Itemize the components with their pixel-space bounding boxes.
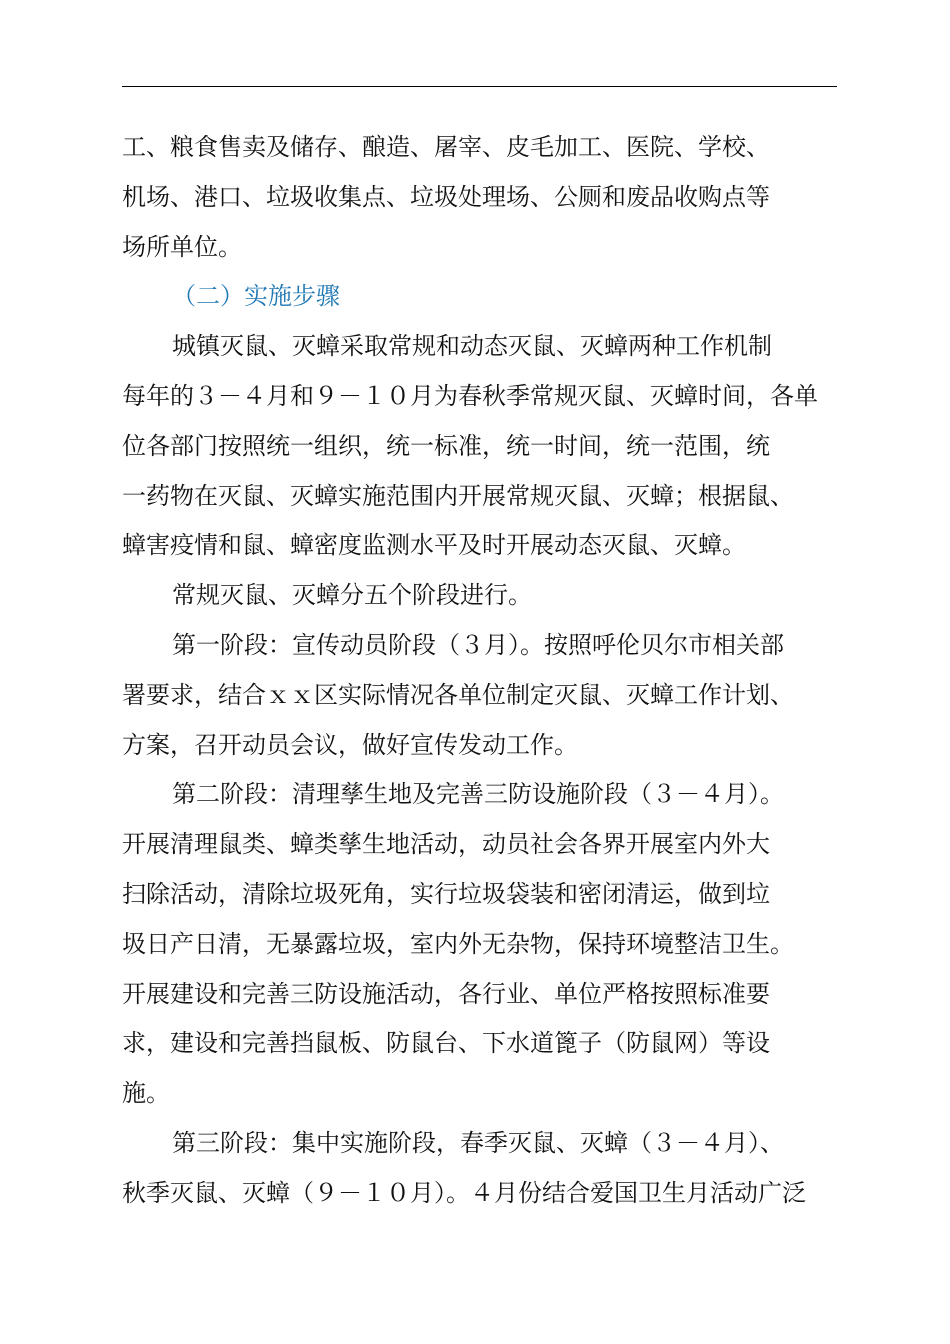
paragraph-start: 城镇灭鼠、灭蟑采取常规和动态灭鼠、灭蟑两种工作机制 xyxy=(172,332,772,361)
text-line: 开展清理鼠类、蟑类孳生地活动，动员社会各界开展室内外大 xyxy=(122,830,770,859)
text-line: 蟑害疫情和鼠、蟑密度监测水平及时开展动态灭鼠、灭蟑。 xyxy=(122,531,746,560)
text-line: 圾日产日清，无暴露垃圾，室内外无杂物，保持环境整洁卫生。 xyxy=(122,929,794,958)
text-line: 场所单位。 xyxy=(122,232,242,261)
text-line: 秋季灭鼠、灭蟑（９－１０月）。４月份结合爱国卫生月活动广泛 xyxy=(122,1178,806,1207)
text-line: 施。 xyxy=(122,1079,170,1108)
text-line: 每年的３－４月和９－１０月为春秋季常规灭鼠、灭蟑时间，各单 xyxy=(122,381,818,410)
text-line: 位各部门按照统一组织，统一标准，统一时间，统一范围，统 xyxy=(122,431,770,460)
section-heading: （二）实施步骤 xyxy=(172,282,340,311)
header-rule xyxy=(122,86,837,87)
paragraph-start: 第一阶段：宣传动员阶段（３月）。按照呼伦贝尔市相关部 xyxy=(172,630,784,659)
text-line: 工、粮食售卖及储存、酿造、屠宰、皮毛加工、医院、学校、 xyxy=(122,133,770,161)
text-line: 求，建设和完善挡鼠板、防鼠台、下水道篦子（防鼠网）等设 xyxy=(122,1029,770,1058)
text-line: 一药物在灭鼠、灭蟑实施范围内开展常规灭鼠、灭蟑；根据鼠、 xyxy=(122,481,794,510)
text-line: 机场、港口、垃圾收集点、垃圾处理场、公厕和废品收购点等 xyxy=(122,182,770,211)
text-line: 扫除活动，清除垃圾死角，实行垃圾袋装和密闭清运，做到垃 xyxy=(122,879,770,908)
paragraph-start: 常规灭鼠、灭蟑分五个阶段进行。 xyxy=(172,581,532,610)
paragraph-start: 第二阶段：清理孳生地及完善三防设施阶段（３－４月）。 xyxy=(172,780,784,809)
text-line: 署要求，结合ｘｘ区实际情况各单位制定灭鼠、灭蟑工作计划、 xyxy=(122,680,794,709)
paragraph-start: 第三阶段：集中实施阶段，春季灭鼠、灭蟑（３－４月）、 xyxy=(172,1128,784,1157)
text-line: 方案，召开动员会议，做好宣传发动工作。 xyxy=(122,730,578,759)
document-body xyxy=(122,123,852,1219)
text-line: 开展建设和完善三防设施活动，各行业、单位严格按照标准要 xyxy=(122,979,770,1008)
